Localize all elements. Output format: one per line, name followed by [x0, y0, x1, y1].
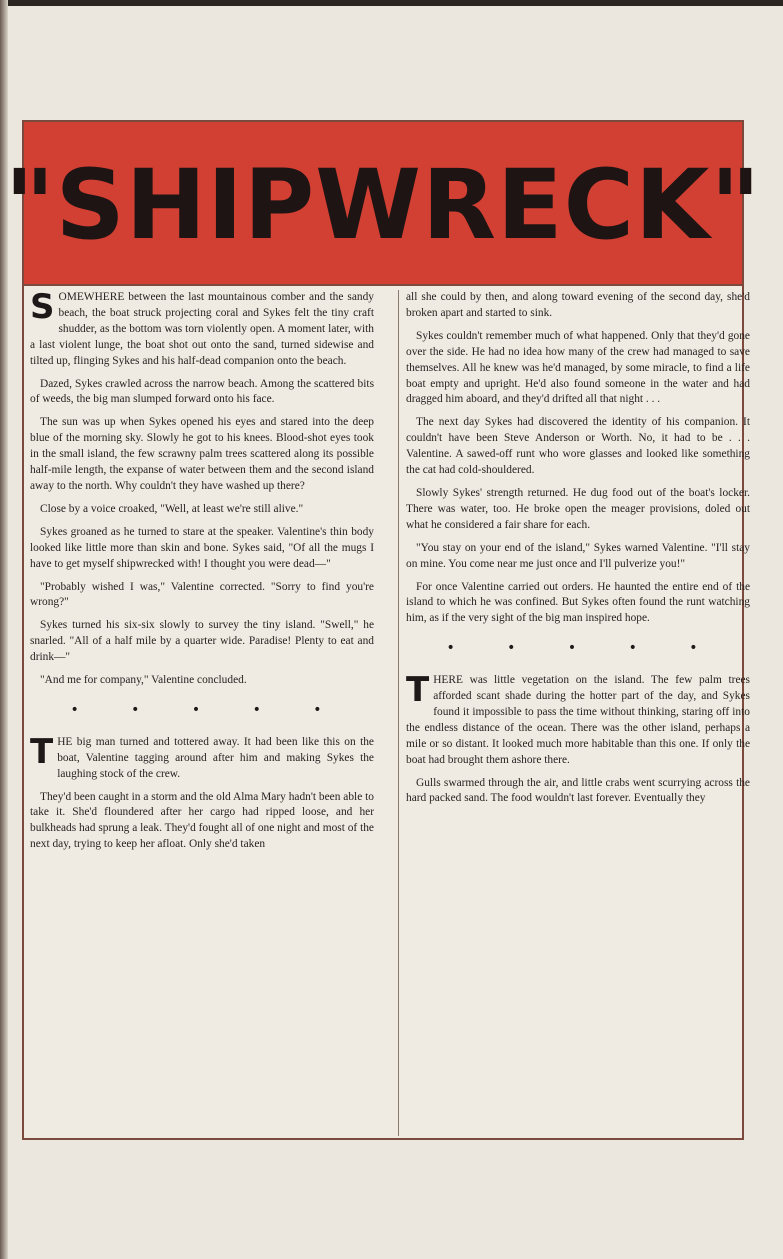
- drop-cap: S: [30, 290, 55, 327]
- paragraph: The next day Sykes had discovered the identity of his companion. It couldn't have been Steve Anderson or Worth. No, it had to be . . . Valentine. A sawed-off runt who wore glasses and looked like something the cat had cold-shouldered.: [406, 416, 750, 477]
- paragraph: Gulls swarmed through the air, and little crabs went scurrying across the hard packed sand. The food wouldn't last forever. Eventually they: [406, 776, 750, 805]
- paragraph: Dazed, Sykes crawled across the narrow beach. Among the scattered bits of weeds, the big man slumped forward onto his face.: [30, 377, 374, 406]
- paragraph: The sun was up when Sykes opened his eyes and stared into the deep blue of the morning sky. Slowly he got to his knees. Blood-shot eyes took in the small island, the few scrawny palm trees scattered along its possible half-mile length, the expanse of water between them and the second island away to the north. Why couldn't they have washed up there?: [30, 416, 374, 492]
- right-column: [406, 290, 750, 1136]
- title-banner: [4, 122, 762, 286]
- paragraph-text: HERE was little vegetation on the island. The few palm trees afforded scant shade during the hotter part of the day, and Sykes found it impossible to pass the time without thinking, staring off into the endless distance of the ocean. There was the other island, perhaps a mile or so distant. It looked much more habitable than this one. If only the boat had brought them ashore there.: [406, 674, 750, 766]
- paragraph: [406, 670, 750, 768]
- section-separator: • • • • •: [446, 640, 722, 657]
- paragraph: Sykes groaned as he turned to stare at the speaker. Valentine's thin body looked like little more than skin and bone. Sykes said, "Of all the mugs I have to get myself shipwrecked with! I thought you were dead—": [30, 525, 374, 570]
- story-frame: [4, 120, 762, 1140]
- paragraph: "And me for company," Valentine concluded.: [40, 674, 247, 687]
- paragraph: For once Valentine carried out orders. He haunted the entire end of the island to which he was confined. But Sykes often found the runt watching him, as if the very sight of the big man inspired hope.: [406, 580, 750, 625]
- left-column: [30, 290, 374, 1136]
- drop-cap: T: [30, 731, 54, 772]
- paragraph: "You stay on your end of the island," Sykes warned Valentine. "I'll stay on mine. You come near me just once and I'll pulverize you!": [406, 541, 750, 570]
- section-separator: • • • • •: [70, 701, 346, 718]
- paragraph-text: HE big man turned and tottered away. It had been like this on the boat, Valentine tagging around after him and making Sykes the laughing stock of the crew.: [57, 735, 374, 780]
- paragraph: all she could by then, and along toward evening of the second day, she'd broken apart and started to sink.: [406, 291, 750, 319]
- page-top-edge: [0, 0, 783, 6]
- story-title: "SHIPWRECK": [4, 149, 762, 261]
- paragraph: [30, 731, 374, 783]
- paragraph: Sykes couldn't remember much of what happened. Only that they'd gone over the side. He had no idea how many of the crew had managed to save themselves. All he knew was he'd managed, by some miracle, to find a life boat empty and upright. He'd also found someone in the water and had dragged him aboard, and they'd drifted all that night . . .: [406, 329, 750, 406]
- column-divider: [398, 290, 399, 1136]
- paragraph: [30, 290, 374, 370]
- story-columns: [28, 290, 750, 1136]
- paragraph: Slowly Sykes' strength returned. He dug food out of the boat's locker. There was water, too. He broke open the meager provisions, doled out what he considered a fair share for each.: [406, 486, 750, 531]
- drop-cap: T: [406, 670, 430, 711]
- paragraph-text: OMEWHERE between the last mountainous comber and the sandy beach, the boat struck projecting coral and Sykes felt the tiny craft shudder, as the bottom was torn violently open. A moment later, with a last violent lunge, the boat shot out onto the sand, turned sidewise and tilted up, flinging Sykes and his half-dead companion onto the beach.: [30, 291, 374, 367]
- paragraph: "Probably wished I was," Valentine corrected. "Sorry to find you're wrong?": [30, 580, 374, 609]
- paragraph: Sykes turned his six-six slowly to survey the tiny island. "Swell," he snarled. "All of a half mile by a quarter wide. Paradise! Plenty to eat and drink—": [30, 619, 374, 664]
- paragraph: They'd been caught in a storm and the old Alma Mary hadn't been able to take it. She'd floundered after her cargo had ripped loose, and her bulkheads had sprung a leak. They'd fought all of one night and most of the next day, trying to keep her afloat. Only she'd taken: [30, 790, 374, 851]
- paragraph: Close by a voice croaked, "Well, at least we're still alive.": [40, 502, 304, 515]
